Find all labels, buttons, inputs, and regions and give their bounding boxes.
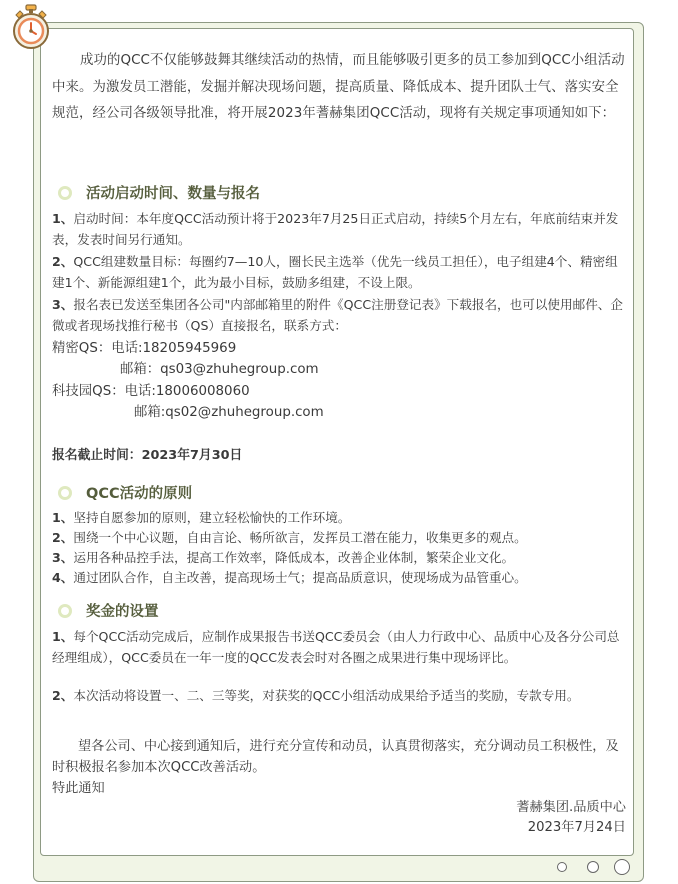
list-item: 1、坚持自愿参加的原则，建立轻松愉快的工作环境。 — [52, 510, 351, 525]
list-item: 2、QCC组建数量目标：每圈约7—10人，圈长民主选举（优先一线员工担任），电子组建4个、精密组建1个、新能源组建1个，此为最小目标，鼓励多组建，不设上限。 — [52, 254, 618, 290]
notice-frame — [40, 28, 634, 856]
signup-deadline: 报名截止时间：2023年7月30日 — [52, 448, 243, 463]
intro-paragraph: 成功的QCC不仅能够鼓舞其继续活动的热情，而且能够吸引更多的员工参加到QCC小组活动中来。为激发员工潜能，发掘并解决现场问题，提高质量、降低成本、提升团队士气、落实安全规范，经公司各级领导批准，将开展2023年蓍赫集团QCC活动，现将有关规定事项通知如下： — [52, 53, 625, 122]
bullet-dot-icon — [58, 604, 72, 618]
list-item: 1、启动时间：本年度QCC活动预计将于2023年7月25日正式启动，持续5个月左右，年底前结束并发表，发表时间另行通知。 — [52, 211, 619, 247]
list-item: 2、围绕一个中心议题，自由言论、畅所欲言，发挥员工潜在能力，收集更多的观点。 — [52, 530, 527, 545]
contact-phone-precision: 精密QS：电话:18205945969 — [52, 341, 237, 356]
closing-paragraph: 望各公司、中心接到通知后，进行充分宣传和动员，认真贯彻落实，充分调动员工积极性，及时积极报名参加本次QCC改善活动。 — [52, 739, 619, 775]
contact-phone-techpark: 科技园QS：电话:18006008060 — [52, 384, 250, 399]
page-dot-indicator[interactable] — [614, 859, 630, 875]
signature-org: 蓍赫集团.品质中心 — [516, 800, 626, 815]
list-item: 1、每个QCC活动完成后，应制作成果报告书送QCC委员会（由人力行政中心、品质中心及各分公司总经理组成），QCC委员在一年一度的QCC发表会时对各圈之成果进行集中现场评比。 — [52, 629, 620, 665]
list-item: 3、报名表已发送至集团各公司"内部邮箱里的附件《QCC注册登记表》下载报名，也可以使用邮件、企微或者现场找推行秘书（QS）直接报名，联系方式： — [52, 297, 623, 333]
contact-email-precision: 邮箱：qs03@zhuhegroup.com — [120, 362, 319, 377]
stopwatch-icon — [10, 4, 52, 50]
section-heading-rewards: 奖金的设置 — [52, 600, 159, 621]
bullet-dot-icon — [58, 486, 72, 500]
section-heading-principles: QCC活动的原则 — [52, 482, 192, 503]
list-item: 2、本次活动将设置一、二、三等奖，对获奖的QCC小组活动成果给予适当的奖励，专款专用。 — [52, 688, 580, 703]
bullet-dot-icon — [58, 186, 72, 200]
list-item: 3、运用各种品控手法，提高工作效率，降低成本，改善企业体制，繁荣企业文化。 — [52, 550, 515, 565]
signature-date: 2023年7月24日 — [527, 820, 626, 835]
closing-notice: 特此通知 — [52, 781, 105, 796]
page-dot-indicator[interactable] — [587, 861, 599, 873]
list-item: 4、通过团队合作，自主改善，提高现场士气；提高品质意识，使现场成为品管重心。 — [52, 570, 527, 585]
section-heading-launch: 活动启动时间、数量与报名 — [52, 182, 260, 203]
page-dot-indicator[interactable] — [557, 862, 567, 872]
contact-email-techpark: 邮箱:qs02@zhuhegroup.com — [134, 405, 324, 420]
